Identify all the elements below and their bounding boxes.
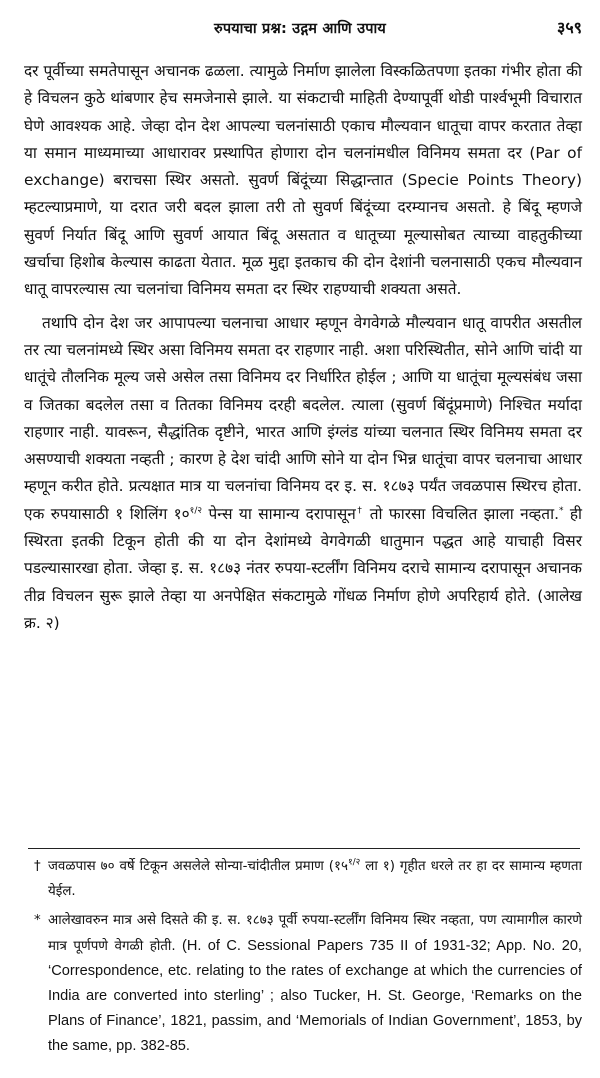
paragraph-2-part-d: ही स्थिरता इतकी टिकून होती की या दोन देशांमध्ये वेगवेगळी धातुमान पद्धत आहे याचाही विसर पडल्यासारखा होता. जेव्हा इ. स. १८७३ नंतर रुपया-स्टर्लींग विनिमय दराचे सामान्य दरापासून अचानक तीव्र विचलन सुरू झाले तेव्हा या अनपेक्षित संकटामुळे गोंधळ निर्माण होणे अपरिहार्य होते. (आलेख क्र. २): [24, 504, 583, 632]
asterisk-mark: *: [34, 913, 41, 929]
footnote-dagger: [34, 854, 582, 904]
asterisk-footnote-ref: *: [558, 505, 564, 516]
footnote-dagger-text-b: ला १) गृहीत धरले तर हा दर सामान्य म्हणता येईल.: [48, 859, 582, 900]
paragraph-2-part-b: पेन्स या सामान्य दरापासून: [202, 504, 356, 523]
running-header: [0, 0, 600, 48]
footnote-dagger-text-a: जवळपास ७० वर्षे टिकून असलेले सोन्या-चांदीतील प्रमाण (१५: [48, 859, 348, 874]
footnote-asterisk: [34, 908, 582, 1059]
footnotes: [34, 854, 582, 1060]
page-number: ३५९: [557, 18, 582, 37]
paragraph-2: [24, 310, 582, 638]
dagger-mark: †: [34, 859, 41, 874]
footnote-fraction: १/२: [347, 857, 361, 868]
running-title: रुपयाचा प्रश्न: उद्गम आणि उपाय: [213, 21, 387, 37]
dagger-footnote-ref: †: [355, 505, 364, 516]
footnote-asterisk-citation: (H. of C. Sessional Papers 735 II of 1931-32; App. No. 20, ‘Correspondence, etc. relating to the rates of exchange at which the currencies of India are converted into sterling’ ; also Tucker, H. St. George, ‘Remarks on the Plans of Finance’, 1821, passim, and ‘Memorials of Indian Government’, 1853, by the same, pp. 382-85.: [48, 937, 582, 1055]
paragraph-2-part-c: तो फारसा विचलित झाला नव्हता.: [363, 504, 559, 523]
paragraph-2-part-a: तथापि दोन देश जर आपापल्या चलनाचा आधार म्हणून वेगवेगळे मौल्यवान धातू वापरीत असतील तर त्या चलनांमध्ये स्थिर असा विनिमय समता दर राहणार नाही. अशा परिस्थितीत, सोने आणि चांदी या धातूंचे तौलनिक मूल्य जसे असेल तसा विनिमय दर निर्धारित होईल ; आणि या धातूंचा मूल्यसंबंध जसा व जितका बदलेल तसा व तितका विनिमय दरही बदलेल. त्याला (सुवर्ण बिंदूंप्रमाणे) निश्चित मर्यादा राहणार नाही. यावरून, सैद्धांतिक दृष्टीने, भारत आणि इंग्लंड यांच्या चलनात स्थिर विनिमय समता दर असण्याची शक्यता नव्हती ; कारण हे देश चांदी आणि सोने या दोन भिन्न धातूंचा वापर चलनाचा आधार म्हणून करीत होते. प्रत्यक्षात मात्र या चलनांचा विनिमय दर इ. स. १८७३ पर्यंत जवळपास स्थिरच होता. एक रुपयासाठी १ शिलिंग १०: [24, 313, 582, 523]
footnote-divider: [28, 848, 580, 849]
fraction-half: १/२: [189, 505, 203, 516]
main-text: [24, 58, 582, 637]
paragraph-1: दर पूर्वीच्या समतेपासून अचानक ढळला. त्यामुळे निर्माण झालेला विस्कळितपणा इतका गंभीर होता की हे विचलन कुठे थांबणार हेच समजेनासे झाले. या संकटाची माहिती देण्यापूर्वी थोडी पार्श्वभूमी विचारात घेणे आवश्यक आहे. जेव्हा दोन देश आपल्या चलनांसाठी एकाच मौल्यवान धातूचा वापर करतात तेव्हा या समान माध्यमाच्या आधारावर प्रस्थापित होणारा दोन चलनांमधील विनिमय समता दर (Par of exchange) बराचसा स्थिर असतो. सुवर्ण बिंदूंच्या सिद्धान्तात (Specie Points Theory) म्हटल्याप्रमाणे, या दरात जरी बदल झाला तरी तो सुवर्ण बिंदूंच्या दरम्यानच असतो. हे बिंदू म्हणजे सुवर्ण निर्यात बिंदू आणि सुवर्ण आयात बिंदू असतात व धातूच्या मूल्यासोबत त्याच्या वाहतुकीच्या खर्चाचा हिशोब केल्यास काढता येतात. मूळ मुद्दा इतकाच की दोन देशांनी चलनासाठी एकच मौल्यवान धातू वापरल्यास त्या चलनांचा विनिमय समता दर स्थिर राहण्याची शक्यता असते.: [24, 62, 582, 299]
footnote-asterisk-marathi: आलेखावरुन मात्र असे दिसते की इ. स. १८७३ पूर्वी रुपया-स्टर्लींग विनिमय स्थिर नव्हता, पण त्यामागील कारणे मात्र पूर्णपणे वेगळी होती.: [48, 913, 582, 954]
